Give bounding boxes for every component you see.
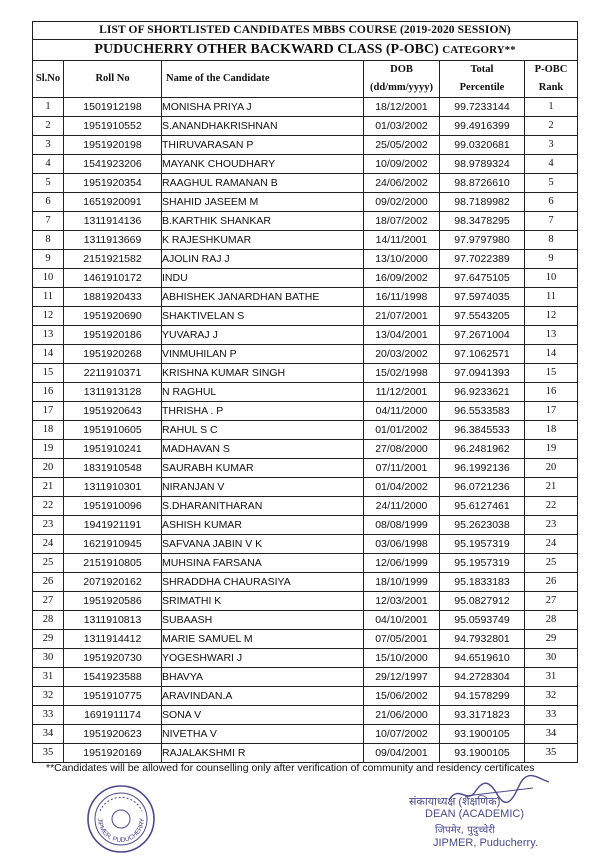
dob-cell: 03/06/1998 bbox=[364, 535, 440, 554]
dob-cell: 25/05/2002 bbox=[364, 136, 440, 155]
table-row bbox=[33, 250, 578, 269]
serial-number-cell: 25 bbox=[33, 554, 64, 573]
table-row bbox=[33, 98, 578, 117]
roll-number-cell: 1951920169 bbox=[64, 744, 162, 763]
percentile-cell: 93.1900105 bbox=[440, 744, 525, 763]
roll-number-cell: 1951910775 bbox=[64, 687, 162, 706]
dob-cell: 12/06/1999 bbox=[364, 554, 440, 573]
dob-cell: 15/06/2002 bbox=[364, 687, 440, 706]
candidate-name-cell: RAHUL S C bbox=[162, 421, 364, 440]
signature-institution-hindi: जिपमेर, पुदुच्चेरी bbox=[435, 825, 495, 836]
rank-cell: 24 bbox=[525, 535, 578, 554]
roll-number-cell: 1311910813 bbox=[64, 611, 162, 630]
serial-number-cell: 7 bbox=[33, 212, 64, 231]
col-rank-header bbox=[525, 61, 578, 98]
roll-number-cell: 1311914412 bbox=[64, 630, 162, 649]
col-roll-header: Roll No bbox=[64, 61, 162, 98]
dob-cell: 21/06/2000 bbox=[364, 706, 440, 725]
serial-number-cell: 28 bbox=[33, 611, 64, 630]
rank-cell: 5 bbox=[525, 174, 578, 193]
candidate-name-cell: THRISHA . P bbox=[162, 402, 364, 421]
column-header-row bbox=[33, 61, 578, 98]
roll-number-cell: 1881920433 bbox=[64, 288, 162, 307]
candidate-name-cell: S.DHARANITHARAN bbox=[162, 497, 364, 516]
percentile-cell: 94.1578299 bbox=[440, 687, 525, 706]
percentile-cell: 96.3845533 bbox=[440, 421, 525, 440]
rank-cell: 6 bbox=[525, 193, 578, 212]
candidate-name-cell: MARIE SAMUEL M bbox=[162, 630, 364, 649]
serial-number-cell: 5 bbox=[33, 174, 64, 193]
candidate-name-cell: MADHAVAN S bbox=[162, 440, 364, 459]
serial-number-cell: 19 bbox=[33, 440, 64, 459]
percentile-cell: 95.2623038 bbox=[440, 516, 525, 535]
dob-cell: 09/02/2000 bbox=[364, 193, 440, 212]
serial-number-cell: 3 bbox=[33, 136, 64, 155]
candidate-name-cell: NIVETHA V bbox=[162, 725, 364, 744]
percentile-cell: 95.0593749 bbox=[440, 611, 525, 630]
roll-number-cell: 1941921191 bbox=[64, 516, 162, 535]
percentile-cell: 99.7233144 bbox=[440, 98, 525, 117]
rank-cell: 18 bbox=[525, 421, 578, 440]
roll-number-cell: 1951920643 bbox=[64, 402, 162, 421]
roll-number-cell: 1501912198 bbox=[64, 98, 162, 117]
percentile-cell: 98.8726610 bbox=[440, 174, 525, 193]
roll-number-cell: 1461910172 bbox=[64, 269, 162, 288]
dob-cell: 01/04/2002 bbox=[364, 478, 440, 497]
rank-cell: 20 bbox=[525, 459, 578, 478]
percentile-cell: 98.7189982 bbox=[440, 193, 525, 212]
roll-number-cell: 1541923588 bbox=[64, 668, 162, 687]
col-sl-header: Sl.No bbox=[33, 61, 64, 98]
roll-number-cell: 1951920268 bbox=[64, 345, 162, 364]
roll-number-cell: 1831910548 bbox=[64, 459, 162, 478]
dob-cell: 13/10/2000 bbox=[364, 250, 440, 269]
candidate-name-cell: INDU bbox=[162, 269, 364, 288]
table-row bbox=[33, 611, 578, 630]
roll-number-cell: 2151921582 bbox=[64, 250, 162, 269]
candidate-name-cell: MUHSINA FARSANA bbox=[162, 554, 364, 573]
dob-cell: 27/08/2000 bbox=[364, 440, 440, 459]
serial-number-cell: 4 bbox=[33, 155, 64, 174]
table-row bbox=[33, 155, 578, 174]
roll-number-cell: 1621910945 bbox=[64, 535, 162, 554]
rank-cell: 32 bbox=[525, 687, 578, 706]
serial-number-cell: 14 bbox=[33, 345, 64, 364]
table-row bbox=[33, 516, 578, 535]
category-name: PUDUCHERRY OTHER BACKWARD CLASS (P-OBC) bbox=[94, 42, 439, 57]
roll-number-cell: 1951910552 bbox=[64, 117, 162, 136]
percentile-cell: 97.0941393 bbox=[440, 364, 525, 383]
rank-cell: 2 bbox=[525, 117, 578, 136]
table-row bbox=[33, 497, 578, 516]
signature-block bbox=[385, 776, 585, 856]
dob-cell: 01/01/2002 bbox=[364, 421, 440, 440]
roll-number-cell: 1951920623 bbox=[64, 725, 162, 744]
dob-cell: 29/12/1997 bbox=[364, 668, 440, 687]
rank-cell: 31 bbox=[525, 668, 578, 687]
table-row bbox=[33, 725, 578, 744]
serial-number-cell: 10 bbox=[33, 269, 64, 288]
roll-number-cell: 2211910371 bbox=[64, 364, 162, 383]
serial-number-cell: 20 bbox=[33, 459, 64, 478]
rank-cell: 25 bbox=[525, 554, 578, 573]
table-row bbox=[33, 269, 578, 288]
svg-text:JIPMER, PUDUCHERRY bbox=[96, 817, 146, 844]
serial-number-cell: 11 bbox=[33, 288, 64, 307]
roll-number-cell: 2151910805 bbox=[64, 554, 162, 573]
table-row bbox=[33, 421, 578, 440]
dob-cell: 11/12/2001 bbox=[364, 383, 440, 402]
roll-number-cell: 1951920354 bbox=[64, 174, 162, 193]
candidate-name-cell: THIRUVARASAN P bbox=[162, 136, 364, 155]
serial-number-cell: 33 bbox=[33, 706, 64, 725]
col-rank-header-line1: P-OBC bbox=[534, 64, 568, 75]
roll-number-cell: 1541923206 bbox=[64, 155, 162, 174]
candidate-name-cell: AJOLIN RAJ J bbox=[162, 250, 364, 269]
serial-number-cell: 32 bbox=[33, 687, 64, 706]
rank-cell: 27 bbox=[525, 592, 578, 611]
candidate-name-cell: RAAGHUL RAMANAN B bbox=[162, 174, 364, 193]
percentile-cell: 95.1957319 bbox=[440, 535, 525, 554]
serial-number-cell: 35 bbox=[33, 744, 64, 763]
col-percentile-header bbox=[440, 61, 525, 98]
rank-cell: 34 bbox=[525, 725, 578, 744]
table-row bbox=[33, 573, 578, 592]
serial-number-cell: 27 bbox=[33, 592, 64, 611]
dob-cell: 18/07/2002 bbox=[364, 212, 440, 231]
rank-cell: 8 bbox=[525, 231, 578, 250]
table-row bbox=[33, 212, 578, 231]
dob-cell: 04/11/2000 bbox=[364, 402, 440, 421]
candidate-name-cell: MONISHA PRIYA J bbox=[162, 98, 364, 117]
serial-number-cell: 34 bbox=[33, 725, 64, 744]
percentile-cell: 94.2728304 bbox=[440, 668, 525, 687]
roll-number-cell: 1951920586 bbox=[64, 592, 162, 611]
table-row bbox=[33, 326, 578, 345]
rank-cell: 14 bbox=[525, 345, 578, 364]
serial-number-cell: 31 bbox=[33, 668, 64, 687]
table-row bbox=[33, 193, 578, 212]
percentile-cell: 95.1833183 bbox=[440, 573, 525, 592]
serial-number-cell: 23 bbox=[33, 516, 64, 535]
serial-number-cell: 16 bbox=[33, 383, 64, 402]
roll-number-cell: 1951920186 bbox=[64, 326, 162, 345]
col-percentile-header-line2: Percentile bbox=[459, 82, 505, 93]
institution-seal bbox=[86, 784, 156, 854]
dob-cell: 18/10/1999 bbox=[364, 573, 440, 592]
roll-number-cell: 1311913128 bbox=[64, 383, 162, 402]
percentile-cell: 97.6475105 bbox=[440, 269, 525, 288]
dob-cell: 15/02/1998 bbox=[364, 364, 440, 383]
candidate-name-cell: N RAGHUL bbox=[162, 383, 364, 402]
table-row bbox=[33, 554, 578, 573]
percentile-cell: 97.5974035 bbox=[440, 288, 525, 307]
percentile-cell: 97.1062571 bbox=[440, 345, 525, 364]
table-row bbox=[33, 307, 578, 326]
candidate-name-cell: SHRADDHA CHAURASIYA bbox=[162, 573, 364, 592]
percentile-cell: 95.6127461 bbox=[440, 497, 525, 516]
rank-cell: 35 bbox=[525, 744, 578, 763]
percentile-cell: 96.5533583 bbox=[440, 402, 525, 421]
document-title: LIST OF SHORTLISTED CANDIDATES MBBS COURSE (2019-2020 SESSION) bbox=[33, 22, 578, 40]
serial-number-cell: 17 bbox=[33, 402, 64, 421]
rank-cell: 16 bbox=[525, 383, 578, 402]
seal-text: JIPMER, PUDUCHERRY bbox=[95, 817, 147, 845]
candidate-name-cell: SAURABH KUMAR bbox=[162, 459, 364, 478]
col-dob-header-line2: (dd/mm/yyyy) bbox=[370, 82, 433, 93]
rank-cell: 22 bbox=[525, 497, 578, 516]
rank-cell: 15 bbox=[525, 364, 578, 383]
roll-number-cell: 1311913669 bbox=[64, 231, 162, 250]
table-row bbox=[33, 345, 578, 364]
category-suffix: CATEGORY** bbox=[442, 44, 516, 56]
percentile-cell: 94.6519610 bbox=[440, 649, 525, 668]
table-row bbox=[33, 440, 578, 459]
candidate-name-cell: SHAKTIVELAN S bbox=[162, 307, 364, 326]
serial-number-cell: 12 bbox=[33, 307, 64, 326]
table-row bbox=[33, 402, 578, 421]
dob-cell: 07/11/2001 bbox=[364, 459, 440, 478]
candidate-name-cell: ASHISH KUMAR bbox=[162, 516, 364, 535]
rank-cell: 13 bbox=[525, 326, 578, 345]
rank-cell: 23 bbox=[525, 516, 578, 535]
candidate-name-cell: MAYANK CHOUDHARY bbox=[162, 155, 364, 174]
candidate-name-cell: SAFVANA JABIN V K bbox=[162, 535, 364, 554]
serial-number-cell: 24 bbox=[33, 535, 64, 554]
rank-cell: 12 bbox=[525, 307, 578, 326]
candidate-name-cell: K RAJESHKUMAR bbox=[162, 231, 364, 250]
table-row bbox=[33, 687, 578, 706]
table-row bbox=[33, 117, 578, 136]
table-row bbox=[33, 630, 578, 649]
candidate-name-cell: SONA V bbox=[162, 706, 364, 725]
rank-cell: 9 bbox=[525, 250, 578, 269]
candidate-name-cell: SRIMATHI K bbox=[162, 592, 364, 611]
roll-number-cell: 1311910301 bbox=[64, 478, 162, 497]
percentile-cell: 97.9797980 bbox=[440, 231, 525, 250]
rank-cell: 30 bbox=[525, 649, 578, 668]
table-row bbox=[33, 364, 578, 383]
footnote: **Candidates will be allowed for counselling only after verification of community and residency certificates bbox=[46, 762, 535, 774]
percentile-cell: 97.5543205 bbox=[440, 307, 525, 326]
col-dob-header bbox=[364, 61, 440, 98]
candidate-name-cell: VINMUHILAN P bbox=[162, 345, 364, 364]
candidate-name-cell: B.KARTHIK SHANKAR bbox=[162, 212, 364, 231]
table-row bbox=[33, 668, 578, 687]
roll-number-cell: 1951920730 bbox=[64, 649, 162, 668]
dob-cell: 12/03/2001 bbox=[364, 592, 440, 611]
signature-designation-hindi: संकायाध्यक्ष (शैक्षणिक) bbox=[409, 796, 501, 808]
candidate-name-cell: S.ANANDHAKRISHNAN bbox=[162, 117, 364, 136]
serial-number-cell: 30 bbox=[33, 649, 64, 668]
signature-designation: DEAN (ACADEMIC) bbox=[425, 808, 525, 820]
dob-cell: 13/04/2001 bbox=[364, 326, 440, 345]
percentile-cell: 97.2671004 bbox=[440, 326, 525, 345]
dob-cell: 07/05/2001 bbox=[364, 630, 440, 649]
table-row bbox=[33, 744, 578, 763]
candidate-rows bbox=[33, 98, 578, 763]
dob-cell: 10/09/2002 bbox=[364, 155, 440, 174]
roll-number-cell: 1951910096 bbox=[64, 497, 162, 516]
candidate-name-cell: SHAHID JASEEM M bbox=[162, 193, 364, 212]
dob-cell: 16/09/2002 bbox=[364, 269, 440, 288]
candidate-name-cell: BHAVYA bbox=[162, 668, 364, 687]
rank-cell: 4 bbox=[525, 155, 578, 174]
serial-number-cell: 2 bbox=[33, 117, 64, 136]
rank-cell: 3 bbox=[525, 136, 578, 155]
serial-number-cell: 1 bbox=[33, 98, 64, 117]
percentile-cell: 94.7932801 bbox=[440, 630, 525, 649]
table-row bbox=[33, 174, 578, 193]
serial-number-cell: 6 bbox=[33, 193, 64, 212]
serial-number-cell: 22 bbox=[33, 497, 64, 516]
percentile-cell: 96.9233621 bbox=[440, 383, 525, 402]
serial-number-cell: 18 bbox=[33, 421, 64, 440]
serial-number-cell: 8 bbox=[33, 231, 64, 250]
dob-cell: 15/10/2000 bbox=[364, 649, 440, 668]
col-percentile-header-line1: Total bbox=[470, 64, 494, 75]
percentile-cell: 98.9789324 bbox=[440, 155, 525, 174]
percentile-cell: 99.4916399 bbox=[440, 117, 525, 136]
dob-cell: 08/08/1999 bbox=[364, 516, 440, 535]
dob-cell: 16/11/1998 bbox=[364, 288, 440, 307]
rank-cell: 33 bbox=[525, 706, 578, 725]
table-row bbox=[33, 592, 578, 611]
serial-number-cell: 26 bbox=[33, 573, 64, 592]
table-row bbox=[33, 706, 578, 725]
dob-cell: 14/11/2001 bbox=[364, 231, 440, 250]
table-row bbox=[33, 649, 578, 668]
dob-cell: 24/06/2002 bbox=[364, 174, 440, 193]
candidate-name-cell: YUVARAJ J bbox=[162, 326, 364, 345]
roll-number-cell: 1951920690 bbox=[64, 307, 162, 326]
percentile-cell: 95.0827912 bbox=[440, 592, 525, 611]
serial-number-cell: 13 bbox=[33, 326, 64, 345]
percentile-cell: 99.0320681 bbox=[440, 136, 525, 155]
roll-number-cell: 2071920162 bbox=[64, 573, 162, 592]
dob-cell: 01/03/2002 bbox=[364, 117, 440, 136]
candidate-name-cell: YOGESHWARI J bbox=[162, 649, 364, 668]
col-rank-header-line2: Rank bbox=[538, 82, 564, 93]
percentile-cell: 93.3171823 bbox=[440, 706, 525, 725]
percentile-cell: 95.1957319 bbox=[440, 554, 525, 573]
percentile-cell: 96.0721236 bbox=[440, 478, 525, 497]
dob-cell: 21/07/2001 bbox=[364, 307, 440, 326]
rank-cell: 28 bbox=[525, 611, 578, 630]
serial-number-cell: 15 bbox=[33, 364, 64, 383]
rank-cell: 17 bbox=[525, 402, 578, 421]
roll-number-cell: 1951910241 bbox=[64, 440, 162, 459]
col-dob-header-line1: DOB bbox=[390, 64, 413, 75]
serial-number-cell: 21 bbox=[33, 478, 64, 497]
rank-cell: 1 bbox=[525, 98, 578, 117]
table-row bbox=[33, 535, 578, 554]
rank-cell: 19 bbox=[525, 440, 578, 459]
shortlist-table bbox=[32, 21, 578, 763]
candidate-name-cell: KRISHNA KUMAR SINGH bbox=[162, 364, 364, 383]
dob-cell: 18/12/2001 bbox=[364, 98, 440, 117]
dob-cell: 04/10/2001 bbox=[364, 611, 440, 630]
percentile-cell: 98.3478295 bbox=[440, 212, 525, 231]
roll-number-cell: 1651920091 bbox=[64, 193, 162, 212]
roll-number-cell: 1951920198 bbox=[64, 136, 162, 155]
rank-cell: 21 bbox=[525, 478, 578, 497]
serial-number-cell: 29 bbox=[33, 630, 64, 649]
candidate-name-cell: NIRANJAN V bbox=[162, 478, 364, 497]
col-name-header: Name of the Candidate bbox=[162, 61, 364, 98]
roll-number-cell: 1691911174 bbox=[64, 706, 162, 725]
percentile-cell: 97.7022389 bbox=[440, 250, 525, 269]
rank-cell: 11 bbox=[525, 288, 578, 307]
percentile-cell: 96.1992136 bbox=[440, 459, 525, 478]
dob-cell: 10/07/2002 bbox=[364, 725, 440, 744]
candidate-name-cell: ABHISHEK JANARDHAN BATHE bbox=[162, 288, 364, 307]
roll-number-cell: 1311914136 bbox=[64, 212, 162, 231]
rank-cell: 29 bbox=[525, 630, 578, 649]
shortlist-document bbox=[32, 21, 577, 763]
candidate-name-cell: SUBAASH bbox=[162, 611, 364, 630]
table-row bbox=[33, 136, 578, 155]
serial-number-cell: 9 bbox=[33, 250, 64, 269]
table-row bbox=[33, 231, 578, 250]
dob-cell: 24/11/2000 bbox=[364, 497, 440, 516]
candidate-name-cell: RAJALAKSHMI R bbox=[162, 744, 364, 763]
table-row bbox=[33, 288, 578, 307]
rank-cell: 10 bbox=[525, 269, 578, 288]
rank-cell: 26 bbox=[525, 573, 578, 592]
dob-cell: 20/03/2002 bbox=[364, 345, 440, 364]
candidate-name-cell: ARAVINDAN.A bbox=[162, 687, 364, 706]
table-row bbox=[33, 478, 578, 497]
table-row bbox=[33, 383, 578, 402]
percentile-cell: 96.2481962 bbox=[440, 440, 525, 459]
roll-number-cell: 1951910605 bbox=[64, 421, 162, 440]
signature-institution: JIPMER, Puducherry. bbox=[433, 837, 538, 849]
table-row bbox=[33, 459, 578, 478]
dob-cell: 09/04/2001 bbox=[364, 744, 440, 763]
category-title bbox=[33, 40, 578, 61]
rank-cell: 7 bbox=[525, 212, 578, 231]
percentile-cell: 93.1900105 bbox=[440, 725, 525, 744]
